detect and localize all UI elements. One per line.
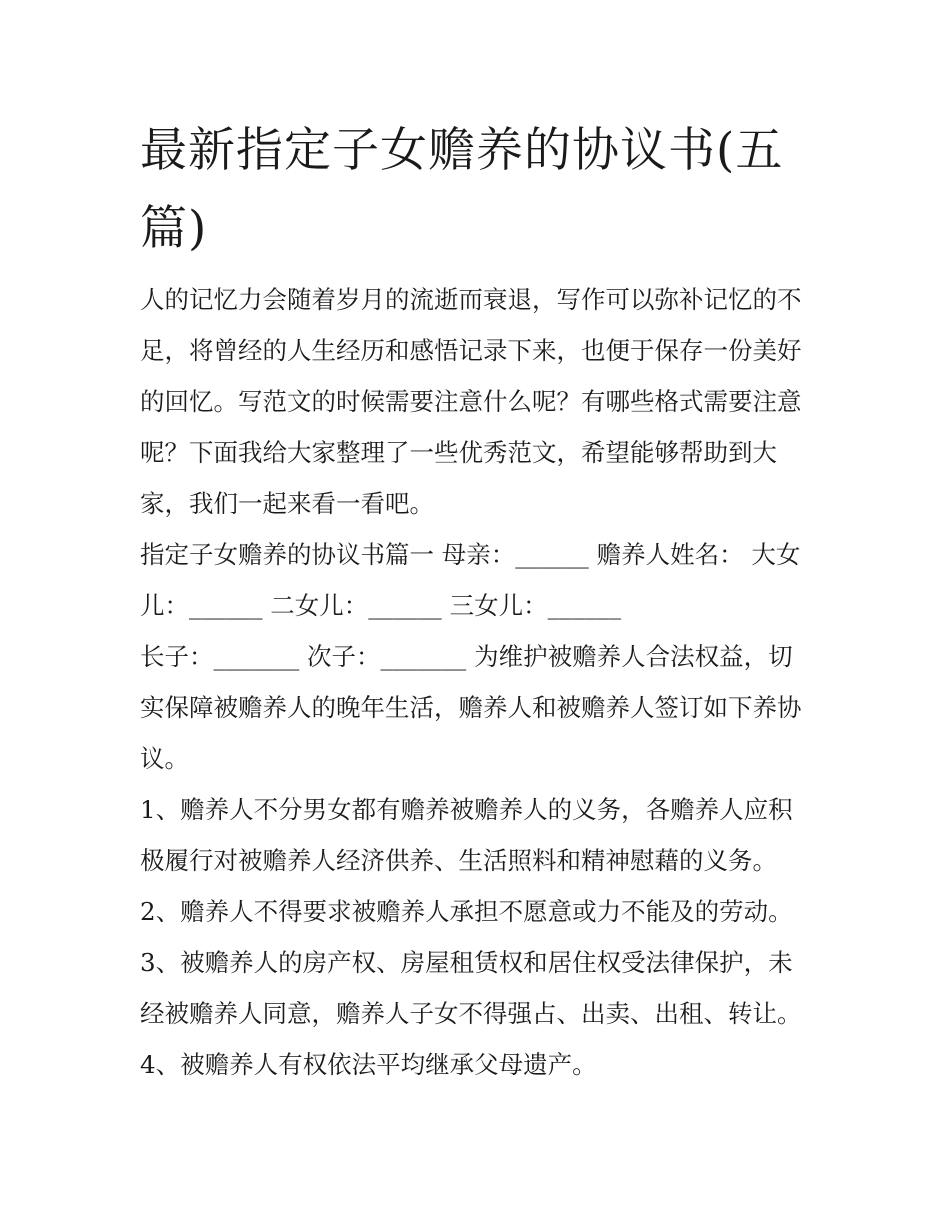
- parties-paragraph: 长子：_______ 次子：_______ 为维护被赡养人合法权益，切实保障被赡养人的晚年生活，赡养人和被赡养人签订如下养协议。: [140, 642, 802, 773]
- intro-paragraph: 人的记忆力会随着岁月的流逝而衰退，写作可以弥补记忆的不足，将曾经的人生经历和感悟记录下来，也便于保存一份美好的回忆。写范文的时候需要注意什么呢？有哪些格式需要注意呢？下面我给大家整理了一些优秀范文，希望能够帮助到大家，我们一起来看一看吧。: [140, 285, 802, 518]
- clause-2: 2、赡养人不得要求被赡养人承担不愿意或力不能及的劳动。: [140, 897, 793, 926]
- document-title: 最新指定子女赡养的协议书(五篇): [140, 123, 784, 256]
- clause-3: 3、被赡养人的房产权、房屋租赁权和居住权受法律保护，未经被赡养人同意，赡养人子女不得强占、出卖、出租、转让。: [140, 948, 802, 1028]
- document-body: [140, 274, 814, 1090]
- section-header-paragraph: 指定子女赡养的协议书篇一 母亲：______ 赡养人姓名： 大女儿：______ 二女儿：______ 三女儿：______: [140, 540, 801, 620]
- clause-4: 4、被赡养人有权依法平均继承父母遗产。: [140, 1050, 597, 1079]
- clause-1: 1、赡养人不分男女都有赡养被赡养人的义务，各赡养人应积极履行对被赡养人经济供养、生活照料和精神慰藉的义务。: [140, 795, 793, 875]
